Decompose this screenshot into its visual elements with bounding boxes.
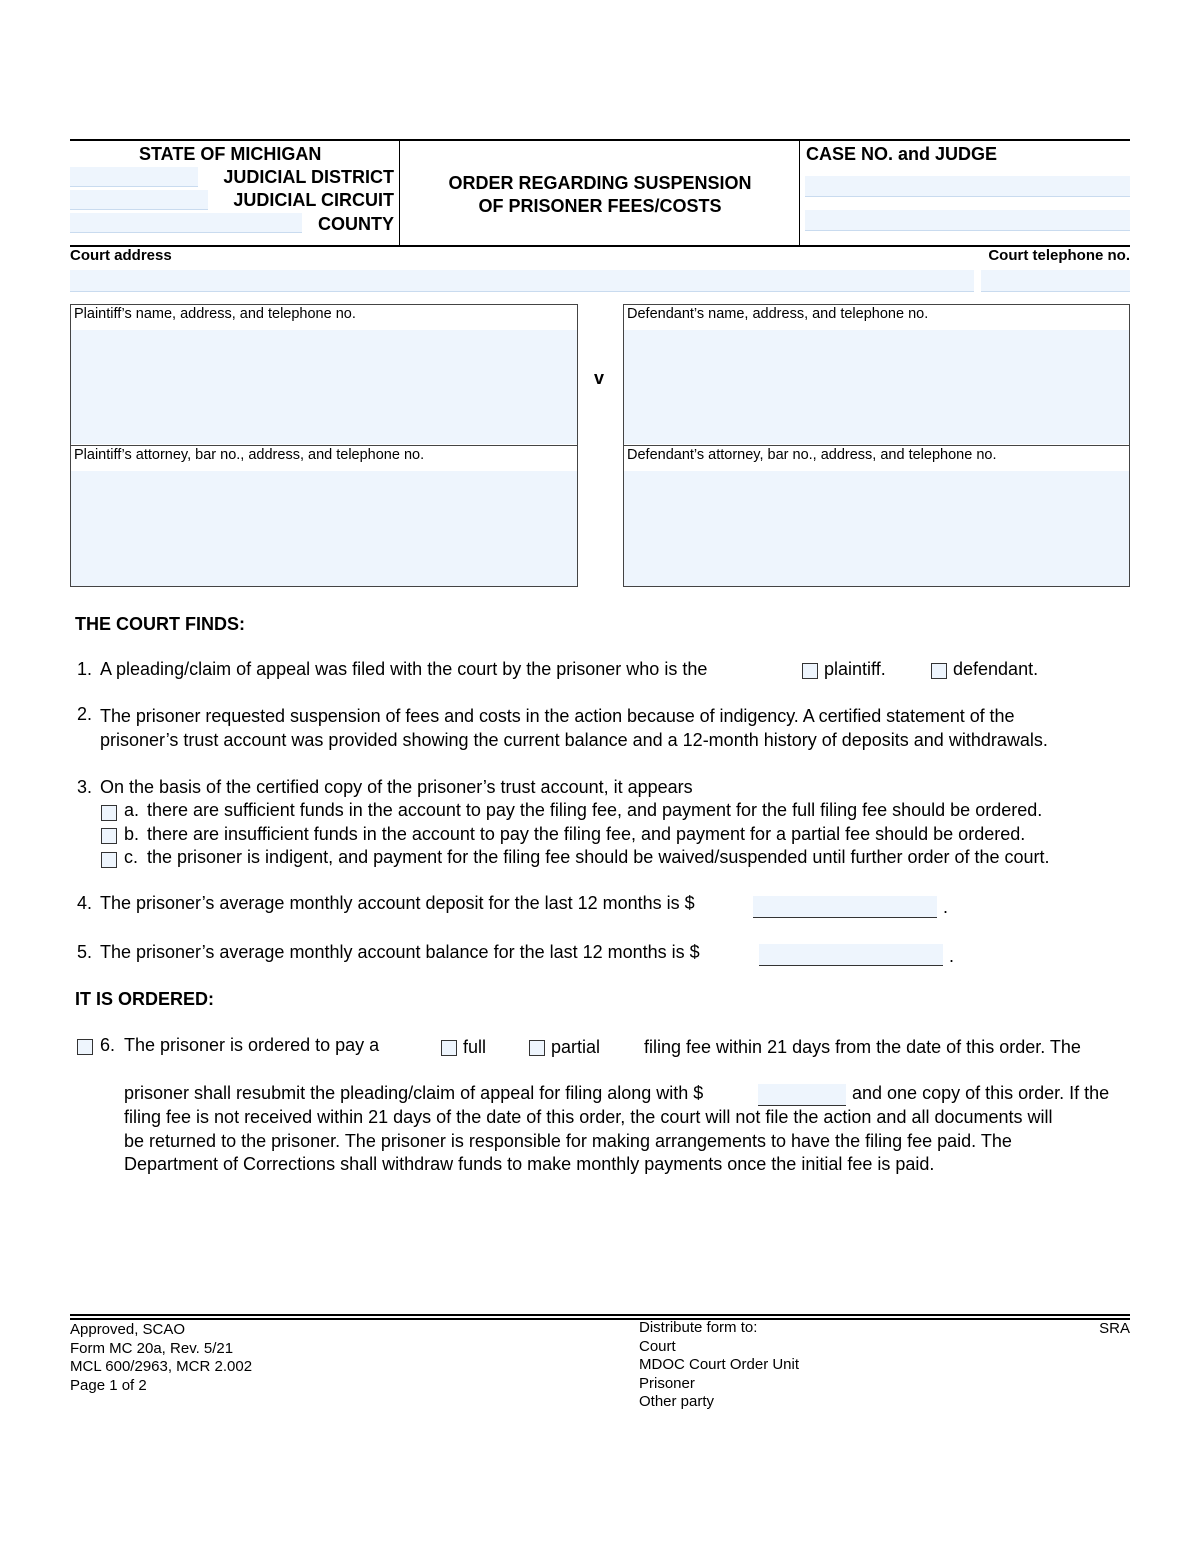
distribute-other-party: Other party [639, 1393, 715, 1410]
item6-text: The prisoner is ordered to pay a [124, 1035, 380, 1055]
plaintiff-attorney-field[interactable] [71, 471, 577, 586]
item3b-letter: b. [124, 824, 140, 844]
item3-number: 3. [77, 777, 93, 797]
judicial-district-field[interactable] [70, 167, 198, 187]
court-telephone-field[interactable] [981, 270, 1130, 292]
item6-paragraph [124, 1106, 1053, 1177]
item3b-checkbox[interactable] [101, 828, 117, 844]
defendant-attorney-label: Defendant’s attorney, bar no., address, and telephone no. [627, 447, 997, 463]
form-title [400, 172, 800, 218]
full-fee-checkbox[interactable] [441, 1040, 457, 1056]
defendant-checkbox[interactable] [931, 663, 947, 679]
item4-number: 4. [77, 893, 93, 913]
court-finds-heading: THE COURT FINDS: [75, 614, 245, 634]
item3-text: On the basis of the certified copy of the prisoner’s trust account, it appears [100, 777, 693, 797]
judicial-circuit-label: JUDICIAL CIRCUIT [233, 190, 394, 210]
form-title-line1: ORDER REGARDING SUSPENSION [448, 173, 752, 193]
item2-line2: prisoner’s trust account was provided showing the current balance and a 12-month history of deposits and withdrawals. [100, 730, 1048, 750]
form-number: Form MC 20a, Rev. 5/21 [70, 1339, 234, 1357]
item2-text [100, 704, 1132, 752]
item3a-checkbox[interactable] [101, 805, 117, 821]
average-deposit-field[interactable] [753, 896, 937, 918]
item6-para-line1a: prisoner shall resubmit the pleading/claim of appeal for filing along with $ [124, 1083, 704, 1103]
partial-fee-label: partial [551, 1037, 601, 1057]
form-code: SRA [1099, 1320, 1130, 1337]
item3c-text: the prisoner is indigent, and payment for the filing fee should be waived/suspended until further order of the court. [147, 847, 1050, 867]
item1-text: A pleading/claim of appeal was filed with the court by the prisoner who is the [100, 659, 708, 679]
footer-rule-bottom [70, 1318, 1130, 1320]
distribute-label: Distribute form to: [639, 1319, 758, 1336]
plaintiff-label: Plaintiff’s name, address, and telephone no. [74, 306, 356, 322]
footer-left [70, 1321, 252, 1395]
court-address-label: Court address [70, 247, 172, 264]
distribute-mdoc: MDOC Court Order Unit [639, 1356, 800, 1373]
case-number-field[interactable] [805, 176, 1130, 197]
item6-text-after: filing fee within 21 days from the date of this order. The [644, 1037, 1081, 1057]
judicial-circuit-field[interactable] [70, 190, 208, 210]
judge-field[interactable] [805, 210, 1130, 231]
page-number: Page 1 of 2 [70, 1376, 147, 1394]
footer-distribution [639, 1319, 799, 1412]
state-of-michigan: STATE OF MICHIGAN [139, 144, 322, 164]
item4-text: The prisoner’s average monthly account deposit for the last 12 months is $ [100, 893, 695, 913]
defendant-divider [623, 445, 1130, 446]
distribute-court: Court [639, 1337, 676, 1355]
header-top-rule [70, 139, 1130, 141]
item3c-letter: c. [124, 847, 139, 867]
item3a-letter: a. [124, 800, 140, 820]
defendant-option-label: defendant. [953, 659, 1039, 679]
item6-checkbox[interactable] [77, 1039, 93, 1055]
item4-period: . [943, 897, 949, 917]
plaintiff-divider [70, 445, 578, 446]
item5-period: . [949, 946, 955, 966]
item1-number: 1. [77, 659, 93, 679]
item5-number: 5. [77, 942, 93, 962]
defendant-field[interactable] [624, 330, 1129, 444]
defendant-label: Defendant’s name, address, and telephone no. [627, 306, 929, 322]
item6-para-line4: Department of Corrections shall withdraw funds to make monthly payments once the initial fee is paid. [124, 1154, 935, 1174]
court-telephone-label: Court telephone no. [988, 247, 1130, 264]
item6-number: 6. [100, 1035, 116, 1055]
item6-para-line2: filing fee is not received within 21 days of the date of this order, the court will not file the action and all documents will [124, 1107, 1053, 1127]
plaintiff-checkbox[interactable] [802, 663, 818, 679]
item2-line1: The prisoner requested suspension of fees and costs in the action because of indigency. A certified statement of the [100, 706, 1015, 726]
plaintiff-option-label: plaintiff. [824, 659, 886, 679]
form-title-line2: OF PRISONER FEES/COSTS [478, 196, 722, 216]
county-label: COUNTY [318, 214, 394, 234]
header-bottom-rule [70, 245, 1130, 247]
approved-scao: Approved, SCAO [70, 1321, 186, 1338]
county-field[interactable] [70, 213, 302, 233]
footer-rule-top [70, 1314, 1130, 1316]
item3b-text: there are insufficient funds in the account to pay the filing fee, and payment for a partial fee should be ordered. [147, 824, 1026, 844]
full-fee-label: full [463, 1037, 487, 1057]
plaintiff-field[interactable] [71, 330, 577, 444]
resubmit-fee-field[interactable] [758, 1084, 846, 1106]
item6-para-line1b: and one copy of this order. If the [852, 1083, 1110, 1103]
judicial-district-label: JUDICIAL DISTRICT [223, 167, 394, 187]
plaintiff-attorney-label: Plaintiff’s attorney, bar no., address, and telephone no. [74, 447, 425, 463]
item6-para-line3: be returned to the prisoner. The prisoner is responsible for making arrangements to have the filing fee paid. The [124, 1130, 1012, 1151]
distribute-prisoner: Prisoner [639, 1374, 695, 1392]
average-balance-field[interactable] [759, 944, 943, 966]
case-no-judge-label: CASE NO. and JUDGE [806, 144, 998, 164]
versus-label: v [594, 368, 605, 388]
partial-fee-checkbox[interactable] [529, 1040, 545, 1056]
defendant-attorney-field[interactable] [624, 471, 1129, 586]
item2-number: 2. [77, 704, 93, 724]
statute-reference: MCL 600/2963, MCR 2.002 [70, 1358, 253, 1375]
item5-text: The prisoner’s average monthly account balance for the last 12 months is $ [100, 942, 700, 962]
item3c-checkbox[interactable] [101, 852, 117, 868]
item3a-text: there are sufficient funds in the account to pay the filing fee, and payment for the full filing fee should be ordered. [147, 800, 1043, 820]
it-is-ordered-heading: IT IS ORDERED: [75, 989, 215, 1009]
court-address-field[interactable] [70, 270, 974, 292]
